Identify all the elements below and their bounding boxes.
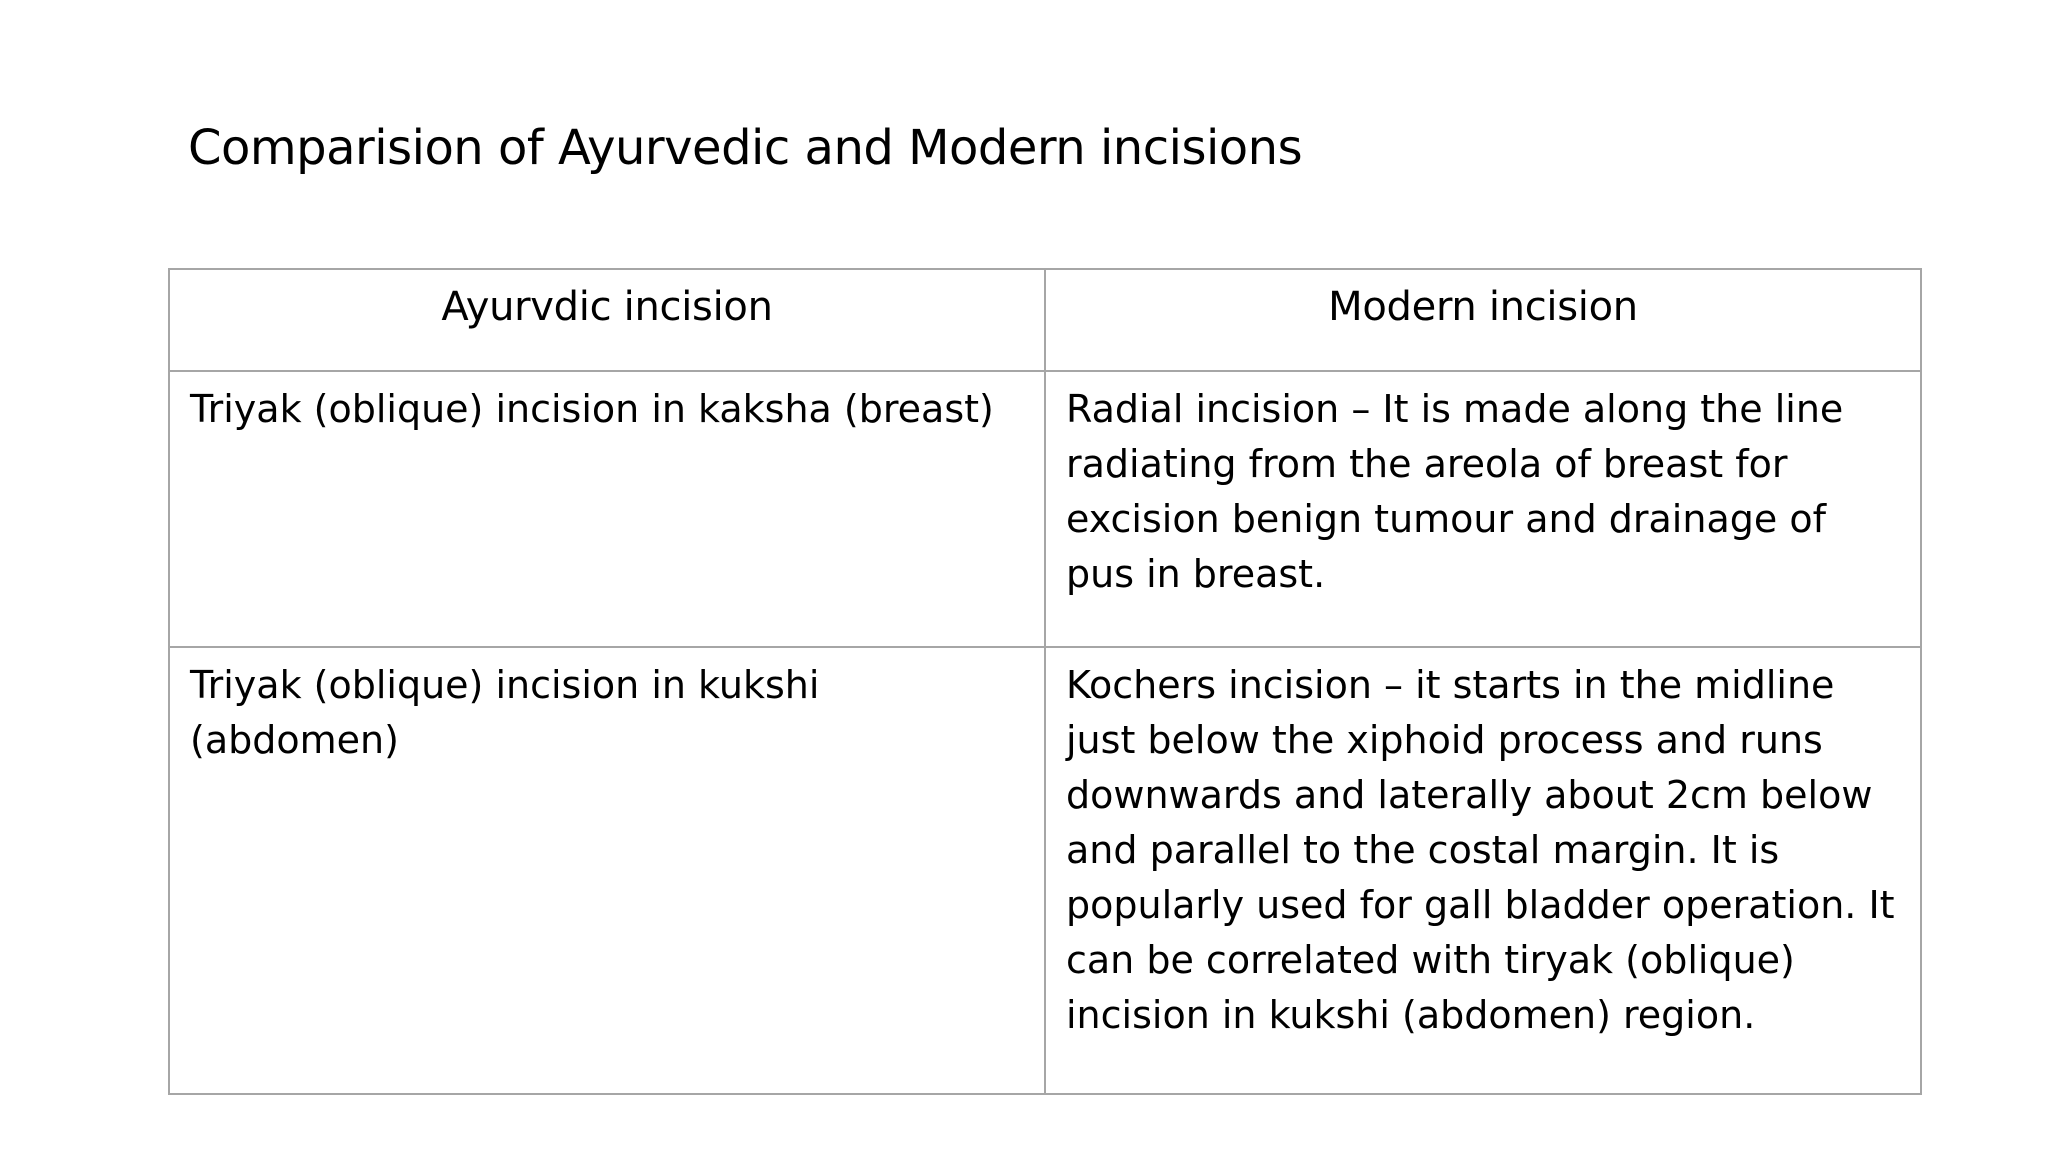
table-row xyxy=(169,371,1921,647)
cell-modern-radial: Radial incision – It is made along the line radiating from the areola of breast for excision benign tumour and drainage of pus in breast. xyxy=(1045,371,1921,647)
table-header-row xyxy=(169,269,1921,371)
slide-title: Comparision of Ayurvedic and Modern incisions xyxy=(188,120,1303,176)
cell-ayurvedic-breast: Triyak (oblique) incision in kaksha (breast) xyxy=(169,371,1045,647)
header-modern-incision: Modern incision xyxy=(1045,269,1921,371)
table-row xyxy=(169,647,1921,1094)
cell-modern-kochers: Kochers incision – it starts in the midline just below the xiphoid process and runs downwards and laterally about 2cm below and parallel to the costal margin. It is popularly used for gall bladder operation. It can be correlated with tiryak (oblique) incision in kukshi (abdomen) region. xyxy=(1045,647,1921,1094)
cell-ayurvedic-abdomen: Triyak (oblique) incision in kukshi (abdomen) xyxy=(169,647,1045,1094)
comparison-table xyxy=(168,268,1922,1095)
header-ayurvedic-incision: Ayurvdic incision xyxy=(169,269,1045,371)
